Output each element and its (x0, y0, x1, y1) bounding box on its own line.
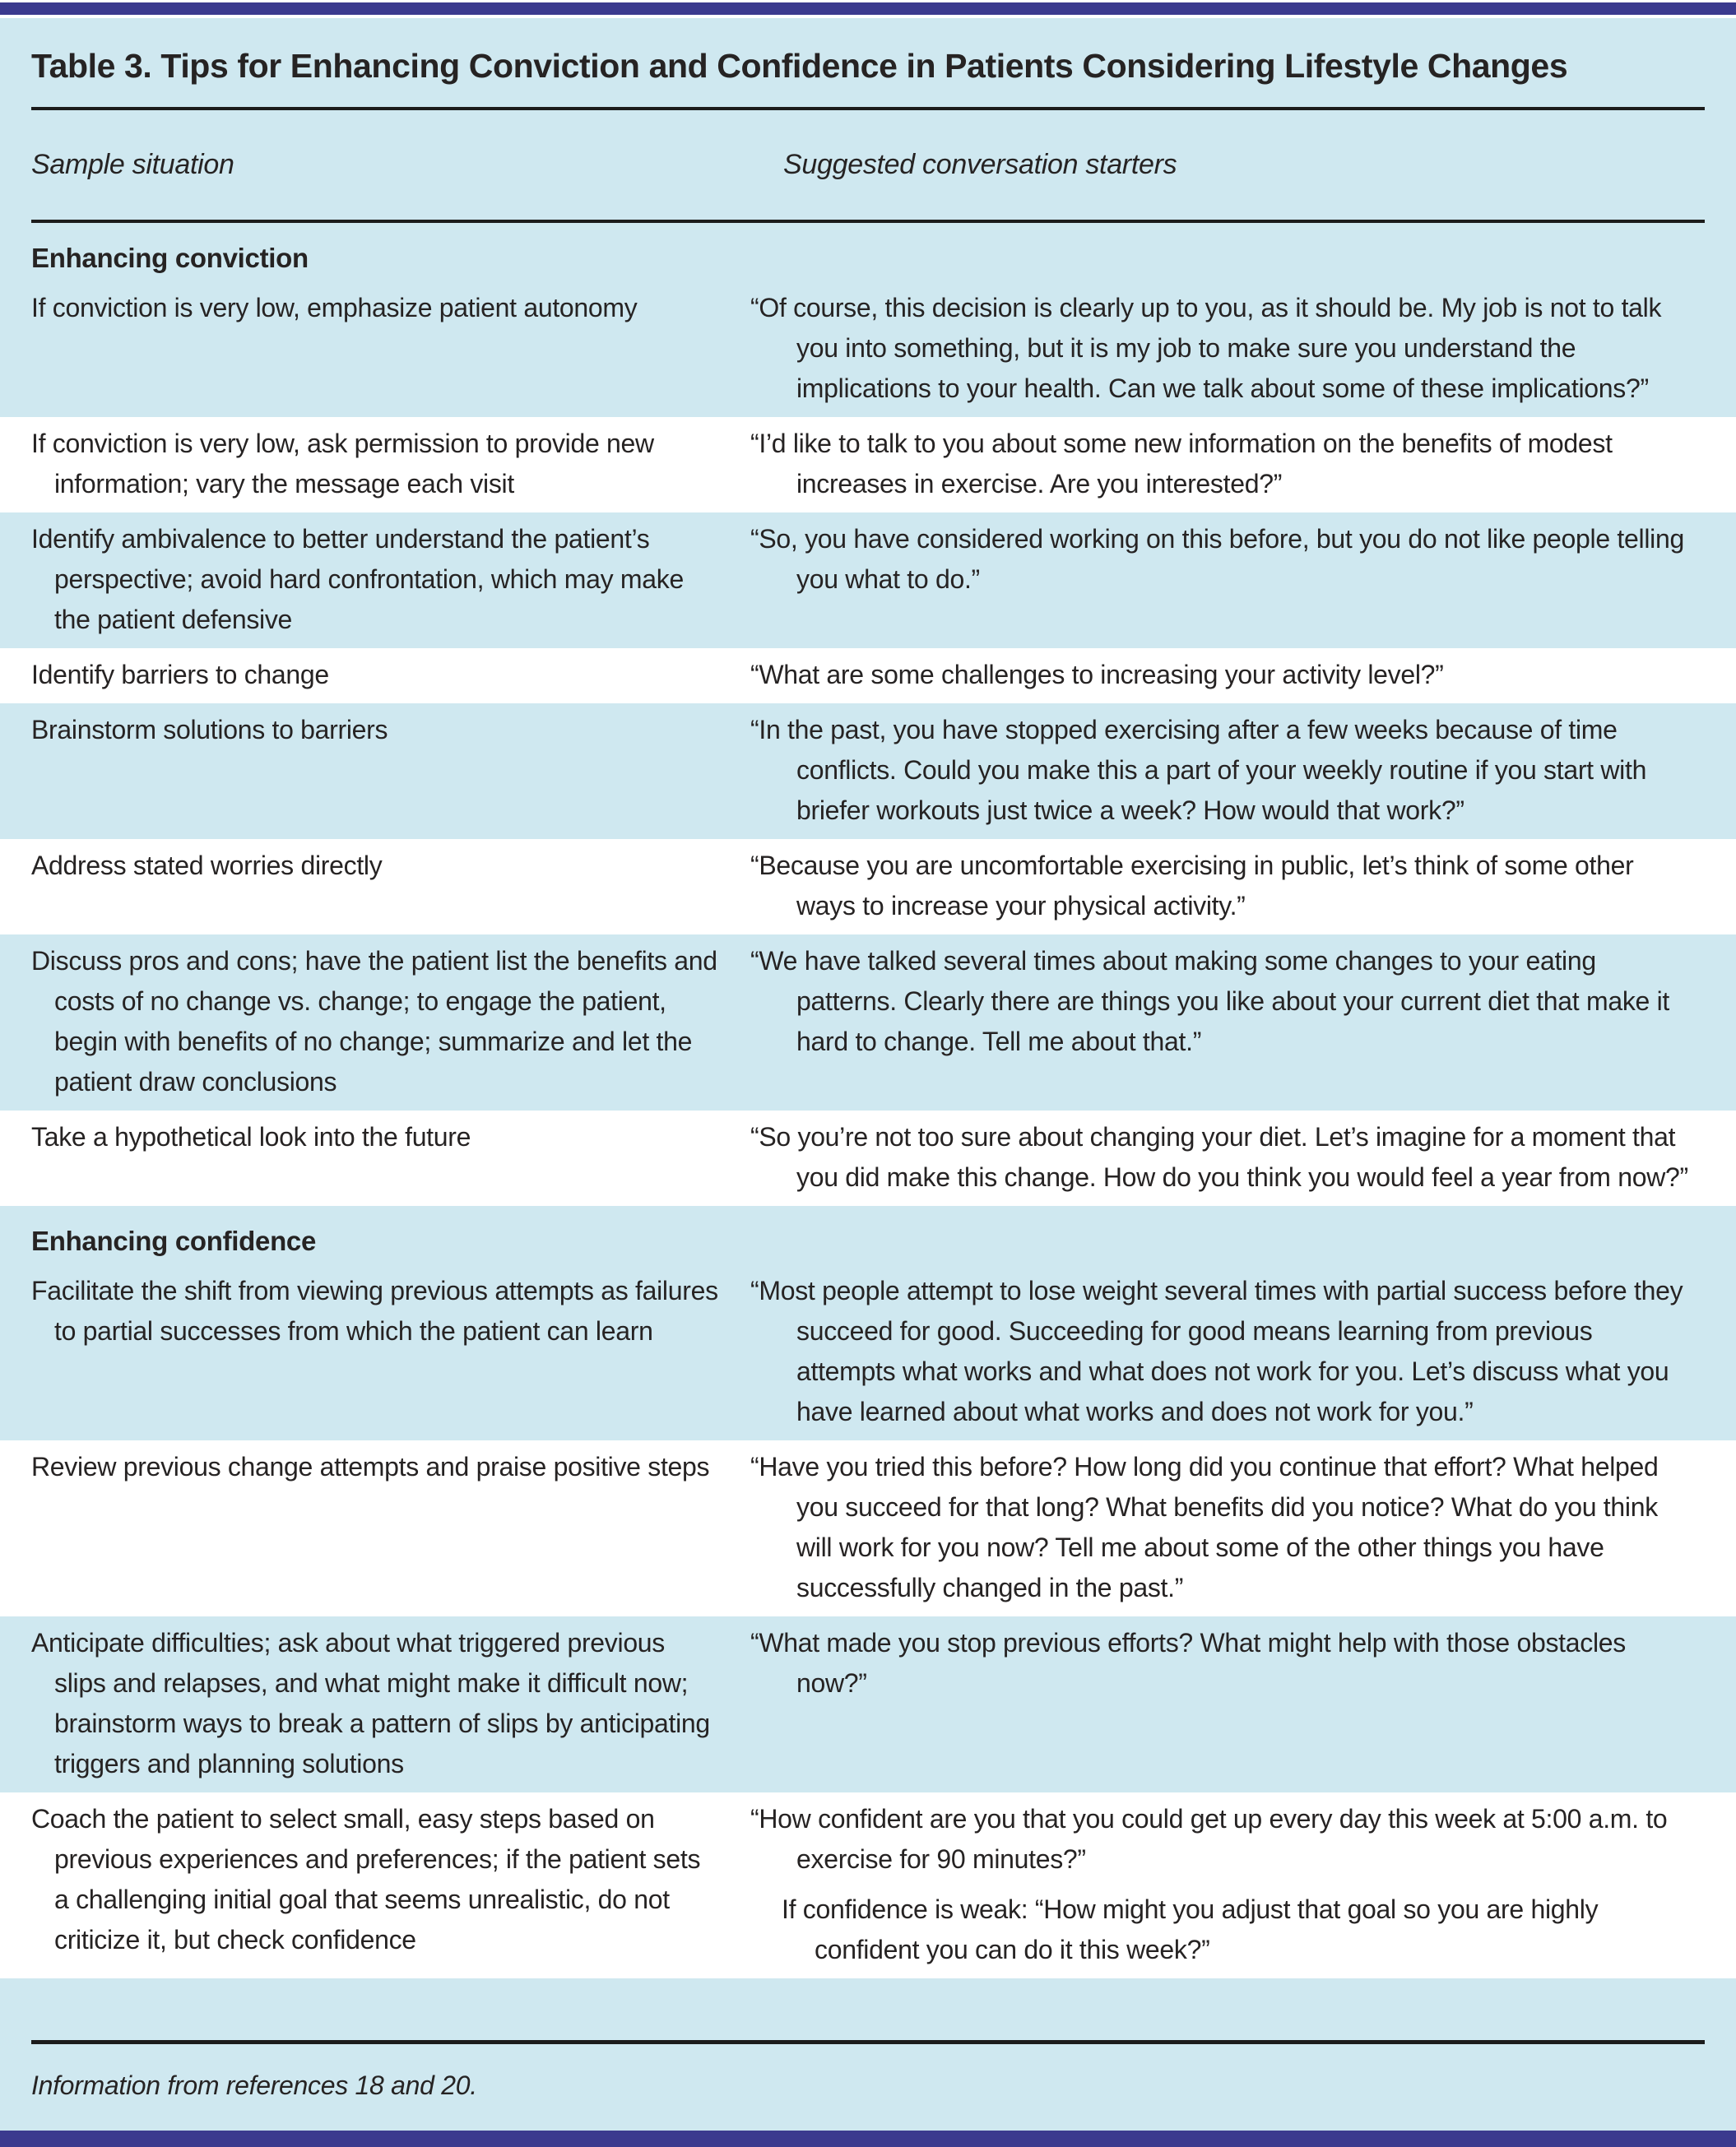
starters-cell (750, 1799, 1695, 1970)
table-row (0, 1264, 1736, 1440)
table-row (0, 1440, 1736, 1616)
starter-quote: “So you’re not too sure about changing your diet. Let’s imagine for a moment that you did make this change. How do you think you would feel a year from now?” (750, 1122, 1688, 1192)
situation-cell: Coach the patient to select small, easy steps based on previous experiences and preferences; if the patient sets a challenging initial goal that seems unrealistic, do not criticize it, but check confidence (31, 1804, 701, 1955)
starter-quote: “I’d like to talk to you about some new information on the benefits of modest increases in exercise. Are you interested?” (750, 429, 1613, 498)
starter-quote: “So, you have considered working on this before, but you do not like people telling you what to do.” (750, 524, 1684, 594)
situation-cell: Anticipate difficulties; ask about what triggered previous slips and relapses, and what might make it difficult now; brainstorm ways to break a pattern of slips by anticipating triggers and planning solutions (31, 1628, 710, 1778)
starter-quote: “Because you are uncomfortable exercising in public, let’s think of some other ways to increase your physical activity.” (750, 851, 1634, 920)
starters-cell (750, 941, 1695, 1102)
situation-cell: Review previous change attempts and praise positive steps (31, 1452, 710, 1482)
starters-cell (750, 1271, 1695, 1432)
table-row (0, 934, 1736, 1111)
starters-cell (750, 519, 1695, 640)
situation-cell: Brainstorm solutions to barriers (31, 715, 388, 744)
starter-quote: “How confident are you that you could get up every day this week at 5:00 a.m. to exercise for 90 minutes?” (750, 1804, 1668, 1874)
starters-cell (750, 710, 1695, 831)
table-row (0, 703, 1736, 839)
starters-cell (750, 1117, 1695, 1198)
table-row (0, 648, 1736, 703)
starters-cell (750, 424, 1695, 504)
table-row (0, 512, 1736, 648)
situation-cell: Take a hypothetical look into the future (31, 1122, 471, 1152)
starter-quote: “In the past, you have stopped exercising after a few weeks because of time conflicts. Could you make this a part of your weekly routine if you start with briefer workouts just twice a week? How would that work?” (750, 715, 1647, 825)
table-row (0, 417, 1736, 512)
section-header-confidence: Enhancing confidence (0, 1206, 1736, 1264)
starter-quote: “Of course, this decision is clearly up to you, as it should be. My job is not to talk you into something, but it is my job to make sure you understand the implications to your health. Can we talk about some of these implications?” (750, 293, 1662, 403)
column-header-starters: Suggested conversation starters (783, 149, 1177, 180)
table-row (0, 1111, 1736, 1206)
column-headers (0, 110, 1736, 198)
section-header-conviction: Enhancing conviction (0, 223, 1736, 281)
situation-cell: Identify barriers to change (31, 660, 329, 689)
starters-cell (750, 1447, 1695, 1608)
starter-quote: “We have talked several times about making some changes to your eating patterns. Clearly there are things you like about your current diet that make it hard to change. Tell me about that.” (750, 946, 1670, 1056)
footnote: Information from references 18 and 20. (31, 2070, 477, 2100)
top-accent-bar (0, 2, 1736, 15)
situation-cell: Identify ambivalence to better understand the patient’s perspective; avoid hard confrontation, which may make the patient defensive (31, 524, 684, 634)
starter-quote: If confidence is weak: “How might you adjust that goal so you are highly confident you can do it this week?” (782, 1894, 1599, 1964)
situation-cell: Address stated worries directly (31, 851, 383, 880)
starters-cell (750, 288, 1695, 409)
table-title: Table 3. Tips for Enhancing Conviction and Confidence in Patients Considering Lifestyle Changes (31, 47, 1568, 85)
starters-cell (750, 846, 1695, 926)
situation-cell: Discuss pros and cons; have the patient list the benefits and costs of no change vs. change; to engage the patient, begin with benefits of no change; summarize and let the patient draw conclusions (31, 946, 717, 1097)
table-content (0, 18, 1736, 2131)
situation-cell: If conviction is very low, emphasize patient autonomy (31, 293, 638, 322)
table-footer (0, 2019, 1736, 2131)
starter-quote: “Most people attempt to lose weight several times with partial success before they succeed for good. Succeeding for good means learning from previous attempts what works and what does not work for you. Let’s discuss what you have learned about what works and does not work for you.” (750, 1276, 1683, 1426)
starters-cell (750, 1623, 1695, 1784)
starter-quote: “Have you tried this before? How long did you continue that effort? What helped you succeed for that long? What benefits did you notice? What do you think will work for you now? Tell me about some of the other things you have successfully changed in the past.” (750, 1452, 1659, 1602)
table-row (0, 839, 1736, 934)
table-row (0, 281, 1736, 417)
starter-quote: “What are some challenges to increasing your activity level?” (750, 660, 1444, 689)
starters-cell (750, 655, 1695, 695)
table-row (0, 1616, 1736, 1792)
situation-cell: Facilitate the shift from viewing previous attempts as failures to partial successes from which the patient can learn (31, 1276, 718, 1346)
table-row (0, 1792, 1736, 1978)
column-header-situation: Sample situation (31, 149, 234, 180)
situation-cell: If conviction is very low, ask permission to provide new information; vary the message each visit (31, 429, 654, 498)
bottom-accent-bar (0, 2131, 1736, 2147)
starter-quote: “What made you stop previous efforts? What might help with those obstacles now?” (750, 1628, 1626, 1698)
